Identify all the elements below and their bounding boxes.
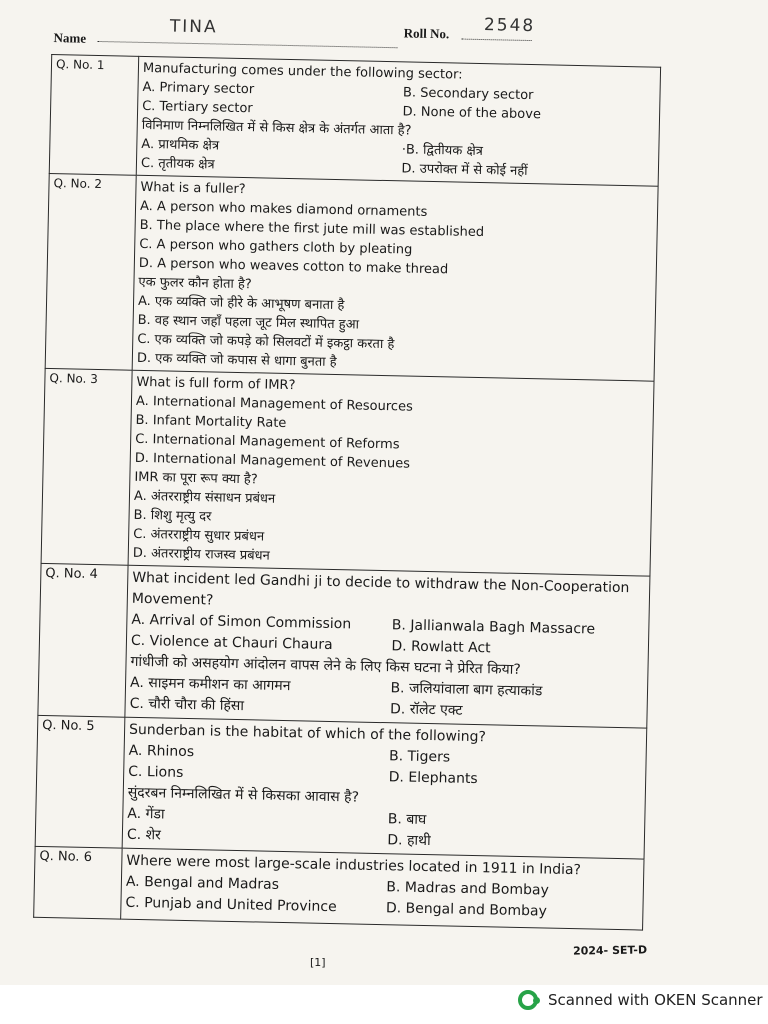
scanner-watermark	[518, 990, 763, 1010]
question-number: Q. No. 6	[34, 846, 122, 919]
option: ·B. द्वितीयक क्षेत्र	[401, 142, 484, 160]
option: B. Tigers	[388, 748, 451, 766]
question-text-en: Manufacturing comes under the following sector:	[142, 60, 463, 83]
question-text-en: What is a fuller?	[140, 179, 246, 198]
option: B. Secondary sector	[402, 85, 534, 104]
question-text-en: Where were most large-scale industries located in 1911 in India?	[126, 852, 582, 879]
option: C. शेर	[126, 826, 161, 844]
question-row	[34, 846, 644, 930]
option: C. Violence at Chauri Chaura	[130, 632, 333, 654]
option: C. International Management of Reforms	[135, 431, 400, 453]
option: C. एक व्यक्ति जो कपड़े को सिलवटों में इकट्ठा करता है	[137, 331, 395, 353]
option: D. Rowlatt Act	[391, 638, 491, 657]
option: A. एक व्यक्ति जो हीरे के आभूषण बनाता है	[137, 293, 345, 314]
option: C. अंतरराष्ट्रीय सुधार प्रबंधन	[133, 526, 265, 545]
option: A. अंतरराष्ट्रीय संसाधन प्रबंधन	[133, 488, 276, 507]
option: A. Rhinos	[128, 742, 195, 761]
option: A. गेंडा	[127, 805, 165, 823]
set-label: 2024- SET-D	[572, 943, 648, 958]
option: A. Arrival of Simon Commission	[131, 611, 352, 633]
option: A. Bengal and Madras	[125, 873, 280, 893]
option: B. वह स्थान जहाँ पहला जूट मिल स्थापित हुआ	[137, 312, 360, 333]
option: D. अंतरराष्ट्रीय राजस्व प्रबंधन	[132, 545, 270, 564]
question-table	[33, 54, 661, 931]
question-row	[49, 55, 660, 187]
name-dots	[98, 33, 398, 48]
question-text-hi: विनिमाण निम्नलिखित में से किस क्षेत्र के अंतर्गत आता है?	[141, 117, 412, 139]
question-number: Q. No. 1	[49, 55, 138, 176]
option: B. बाघ	[387, 811, 427, 829]
option: D. None of the above	[402, 104, 542, 123]
option: D. Bengal and Bombay	[385, 900, 548, 920]
option: D. Elephants	[388, 769, 478, 788]
question-sheet	[33, 15, 672, 931]
question-number: Q. No. 2	[45, 173, 136, 370]
scanner-logo-icon	[518, 990, 538, 1010]
option: D. एक व्यक्ति जो कपास से धागा बुनता है	[136, 350, 337, 371]
scanner-text: Scanned with OKEN Scanner	[548, 991, 763, 1009]
question-text-hi: एक फुलर कौन होता है?	[138, 274, 252, 293]
option: D. रॉलेट एक्ट	[389, 701, 463, 719]
option: D. हाथी	[387, 832, 431, 850]
question-number: Q. No. 5	[35, 715, 125, 848]
question-body	[136, 56, 660, 186]
option: A. International Management of Resources	[135, 393, 413, 415]
option: C. चौरी चौरा की हिंसा	[129, 695, 245, 715]
option: C. Punjab and United Province	[125, 894, 337, 916]
option: C. तृतीयक क्षेत्र	[140, 155, 215, 173]
question-text-en: Sunderban is the habitat of which of the following?	[128, 721, 487, 746]
roll-label: Roll No.	[403, 25, 450, 42]
question-row	[41, 368, 654, 576]
name-label: Name	[53, 30, 87, 46]
question-body	[128, 370, 654, 576]
option: B. Infant Mortality Rate	[135, 412, 287, 431]
option: A. साइमन कमीशन का आगमन	[129, 674, 291, 695]
page-number: [1]	[310, 956, 326, 969]
question-body	[132, 175, 658, 381]
question-number: Q. No. 3	[41, 368, 132, 565]
option: A. प्राथमिक क्षेत्र	[141, 136, 220, 154]
option: C. Tertiary sector	[142, 98, 253, 117]
roll-value: 2548	[483, 15, 536, 37]
question-number: Q. No. 4	[38, 563, 128, 717]
option: D. उपरोक्त में से कोई नहीं	[401, 161, 528, 179]
question-text-hi: सुंदरबन निम्नलिखित में से किसका आवास है?	[127, 784, 360, 806]
option: B. Jallianwala Bagh Massacre	[391, 617, 596, 638]
question-row	[45, 173, 658, 381]
option: B. जलियांवाला बाग हत्याकांड	[390, 680, 543, 700]
question-row	[38, 563, 650, 728]
name-value: TINA	[169, 16, 218, 38]
option: B. शिशु मृत्यु दर	[133, 507, 212, 525]
option: D. A person who weaves cotton to make thread	[138, 255, 449, 278]
option: A. Primary sector	[142, 79, 255, 98]
question-body	[122, 717, 647, 859]
option: B. The place where the first jute mill was established	[139, 217, 485, 241]
question-row	[35, 715, 647, 859]
option: C. Lions	[128, 763, 184, 781]
option: A. A person who makes diamond ornaments	[139, 198, 428, 220]
option: D. International Management of Revenues	[134, 450, 411, 472]
question-body	[125, 565, 650, 728]
question-text-en: What is full form of IMR?	[136, 374, 296, 394]
question-body	[121, 848, 644, 930]
question-text-hi: IMR का पूरा रूप क्या है?	[134, 469, 258, 488]
option: B. Madras and Bombay	[386, 879, 549, 899]
question-text-hi: गांधीजी को असहयोग आंदोलन वापस लेने के लिए किस घटना ने प्रेरित किया?	[130, 653, 521, 678]
option: C. A person who gathers cloth by pleating	[139, 236, 413, 258]
question-text-en: What incident led Gandhi ji to decide to withdraw the Non-Cooperation Movement?	[131, 569, 630, 609]
